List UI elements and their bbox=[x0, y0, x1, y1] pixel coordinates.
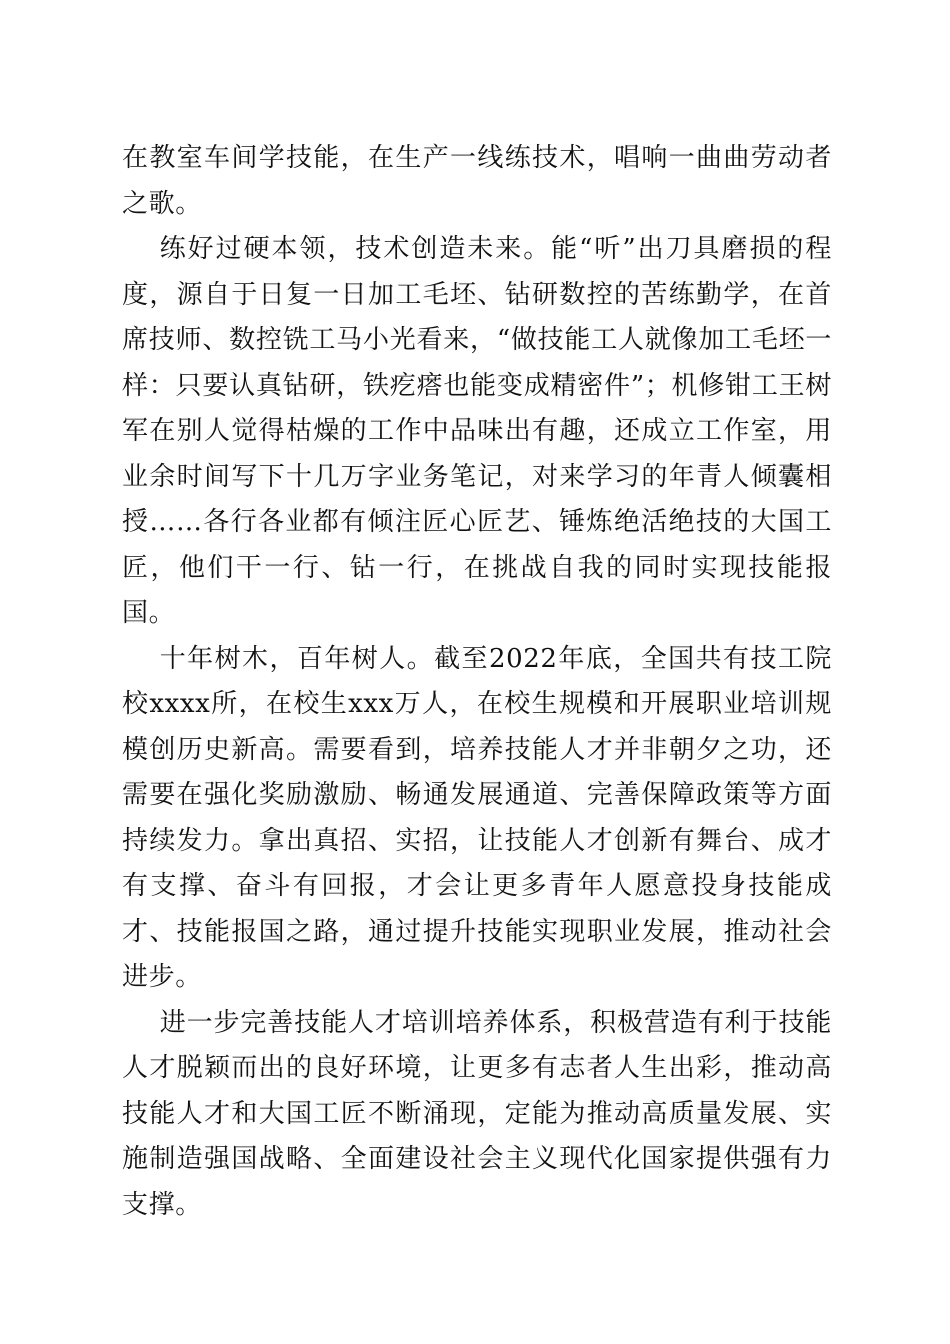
paragraph-conclusion: 进一步完善技能人才培训培养体系，积极营造有利于技能人才脱颖而出的良好环境，让更多有志者人生出彩，推动高技能人才和大国工匠不断涌现，定能为推动高质量发展、实施制造强国战略、全面建设社会主义现代化国家提供强有力支撑。 bbox=[122, 1007, 832, 1220]
document-body bbox=[122, 136, 832, 1228]
paragraph-continuation: 在教室车间学技能，在生产一线练技术，唱响一曲曲劳动者之歌。 bbox=[122, 143, 832, 219]
paragraph-technical-schools: 十年树木，百年树人。截至2022年底，全国共有技工院校xxxx所，在校生xxx万人，在校生规模和开展职业培训规模创历史新高。需要看到，培养技能人才并非朝夕之功，还需要在强化奖励激励、畅通发展通道、完善保障政策等方面持续发力。拿出真招、实招，让技能人才创新有舞台、成才有支撑、奋斗有回报，才会让更多青年人愿意投身技能成才、技能报国之路，通过提升技能实现职业发展，推动社会进步。 bbox=[122, 643, 832, 992]
paragraph-skills-mastery: 练好过硬本领，技术创造未来。能“听”出刀具磨损的程度，源自于日复一日加工毛坯、钻研数控的苦练勤学，在首席技师、数控铣工马小光看来，“做技能工人就像加工毛坯一样：只要认真钻研，铁疙瘩也能变成精密件”；机修钳工王树军在别人觉得枯燥的工作中品味出有趣，还成立工作室，用业余时间写下十几万字业务笔记，对来学习的年青人倾囊相授……各行各业都有倾注匠心匠艺、锤炼绝活绝技的大国工匠，他们干一行、钻一行，在挑战自我的同时实现技能报国。 bbox=[122, 234, 832, 628]
